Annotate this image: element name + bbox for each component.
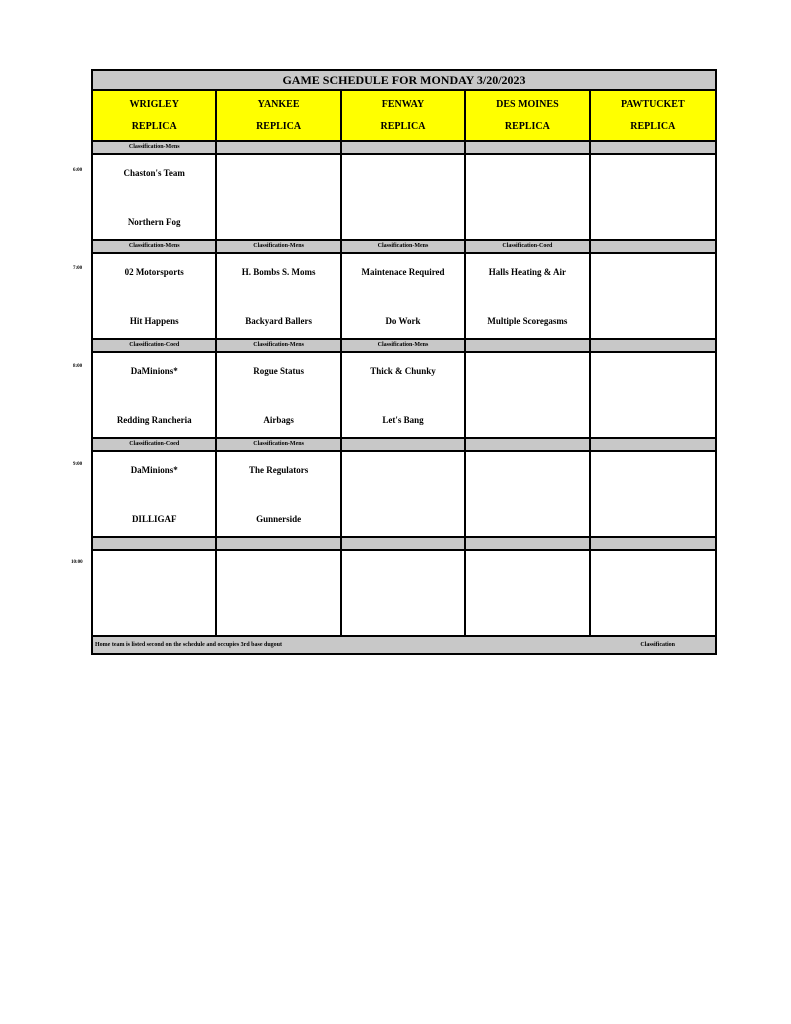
- game-cell: [466, 353, 590, 437]
- field-header-des-moines: [466, 91, 590, 140]
- game-cell: [591, 452, 715, 536]
- game-cell: [466, 551, 590, 635]
- away-team: DaMinions*: [130, 366, 178, 376]
- field-sub: REPLICA: [630, 121, 676, 133]
- home-team: Gunnerside: [256, 514, 302, 524]
- game-cell: [217, 452, 341, 536]
- game-cell: [217, 353, 341, 437]
- away-team: Chaston's Team: [123, 168, 185, 178]
- away-team: DaMinions*: [130, 465, 178, 475]
- home-team: Redding Rancheria: [116, 415, 192, 425]
- field-sub: REPLICA: [131, 121, 177, 133]
- classification-cell: [217, 142, 341, 153]
- classification-row: [93, 142, 715, 155]
- away-team: The Regulators: [248, 465, 309, 475]
- game-cell: [342, 551, 466, 635]
- away-team: 02 Motorsports: [124, 267, 184, 277]
- field-sub: REPLICA: [256, 121, 302, 133]
- classification-cell: Classification-Mens: [217, 439, 341, 450]
- field-sub: REPLICA: [504, 121, 550, 133]
- game-row: [93, 551, 715, 637]
- classification-cell: [591, 340, 715, 351]
- game-cell: [591, 551, 715, 635]
- classification-cell: [466, 142, 590, 153]
- time-label: 7:00: [73, 266, 83, 271]
- classification-cell: Classification-Mens: [93, 142, 217, 153]
- classification-cell: Classification-Mens: [93, 241, 217, 252]
- classification-cell: [466, 538, 590, 549]
- classification-cell: [591, 538, 715, 549]
- time-label: 10:00: [71, 560, 83, 565]
- game-cell: [217, 254, 341, 338]
- game-cell: [217, 551, 341, 635]
- time-label: 6:00: [73, 168, 83, 173]
- classification-cell: [591, 241, 715, 252]
- game-cell: [93, 452, 217, 536]
- home-team: Northern Fog: [127, 217, 181, 227]
- game-cell: [342, 254, 466, 338]
- field-name: YANKEE: [257, 98, 300, 110]
- game-cell: [466, 452, 590, 536]
- classification-row: [93, 439, 715, 452]
- schedule-table: [91, 69, 717, 655]
- classification-cell: Classification-Mens: [342, 340, 466, 351]
- classification-cell: [342, 439, 466, 450]
- game-cell: [342, 353, 466, 437]
- game-cell: [93, 353, 217, 437]
- schedule-title: GAME SCHEDULE FOR MONDAY 3/20/2023: [93, 71, 715, 91]
- home-team: Do Work: [385, 316, 421, 326]
- field-header-row: [93, 91, 715, 142]
- field-name: DES MOINES: [496, 98, 559, 110]
- away-team: Maintenace Required: [361, 267, 445, 277]
- classification-cell: [93, 538, 217, 549]
- classification-cell: [466, 439, 590, 450]
- game-cell: [93, 155, 217, 239]
- field-header-wrigley: [93, 91, 217, 140]
- home-team: DILLIGAF: [131, 514, 177, 524]
- game-row: [93, 155, 715, 241]
- home-team: Airbags: [263, 415, 294, 425]
- game-cell: [591, 155, 715, 239]
- game-cell: [93, 551, 217, 635]
- classification-cell: [591, 142, 715, 153]
- game-cell: [342, 155, 466, 239]
- game-row: [93, 254, 715, 340]
- away-team: H. Bombs S. Moms: [241, 267, 316, 277]
- home-team: Let's Bang: [382, 415, 424, 425]
- time-label: 8:00: [73, 364, 83, 369]
- classification-row: [93, 340, 715, 353]
- classification-cell: [217, 538, 341, 549]
- home-team: Multiple Scoregasms: [487, 316, 568, 326]
- classification-cell: [466, 340, 590, 351]
- game-cell: [466, 254, 590, 338]
- field-sub: REPLICA: [380, 121, 426, 133]
- away-team: Rogue Status: [253, 366, 304, 376]
- classification-cell: [342, 538, 466, 549]
- home-team-note: Home team is listed second on the schedule and occupies 3rd base dugout: [95, 642, 283, 648]
- classification-row: [93, 241, 715, 254]
- classification-cell: [591, 439, 715, 450]
- game-cell: [217, 155, 341, 239]
- game-row: [93, 452, 715, 538]
- field-name: WRIGLEY: [129, 98, 179, 110]
- time-label: 9:00: [73, 462, 83, 467]
- classification-cell: Classification-Mens: [217, 241, 341, 252]
- classification-cell: Classification-Mens: [342, 241, 466, 252]
- classification-cell: Classification-Coed: [93, 439, 217, 450]
- away-team: Thick & Chunky: [370, 366, 436, 376]
- home-team: Backyard Ballers: [245, 316, 312, 326]
- schedule-footer: [93, 637, 715, 653]
- classification-legend: Classification: [640, 642, 675, 648]
- game-cell: [93, 254, 217, 338]
- game-cell: [466, 155, 590, 239]
- game-cell: [591, 353, 715, 437]
- classification-cell: Classification-Mens: [217, 340, 341, 351]
- field-header-pawtucket: [591, 91, 715, 140]
- classification-cell: [342, 142, 466, 153]
- classification-row: [93, 538, 715, 551]
- field-name: FENWAY: [381, 98, 425, 110]
- home-team: Hit Happens: [129, 316, 179, 326]
- game-row: [93, 353, 715, 439]
- away-team: Halls Heating & Air: [488, 267, 567, 277]
- game-cell: [591, 254, 715, 338]
- field-name: PAWTUCKET: [620, 98, 685, 110]
- classification-cell: Classification-Coed: [466, 241, 590, 252]
- field-header-yankee: [217, 91, 341, 140]
- game-cell: [342, 452, 466, 536]
- classification-cell: Classification-Coed: [93, 340, 217, 351]
- field-header-fenway: [342, 91, 466, 140]
